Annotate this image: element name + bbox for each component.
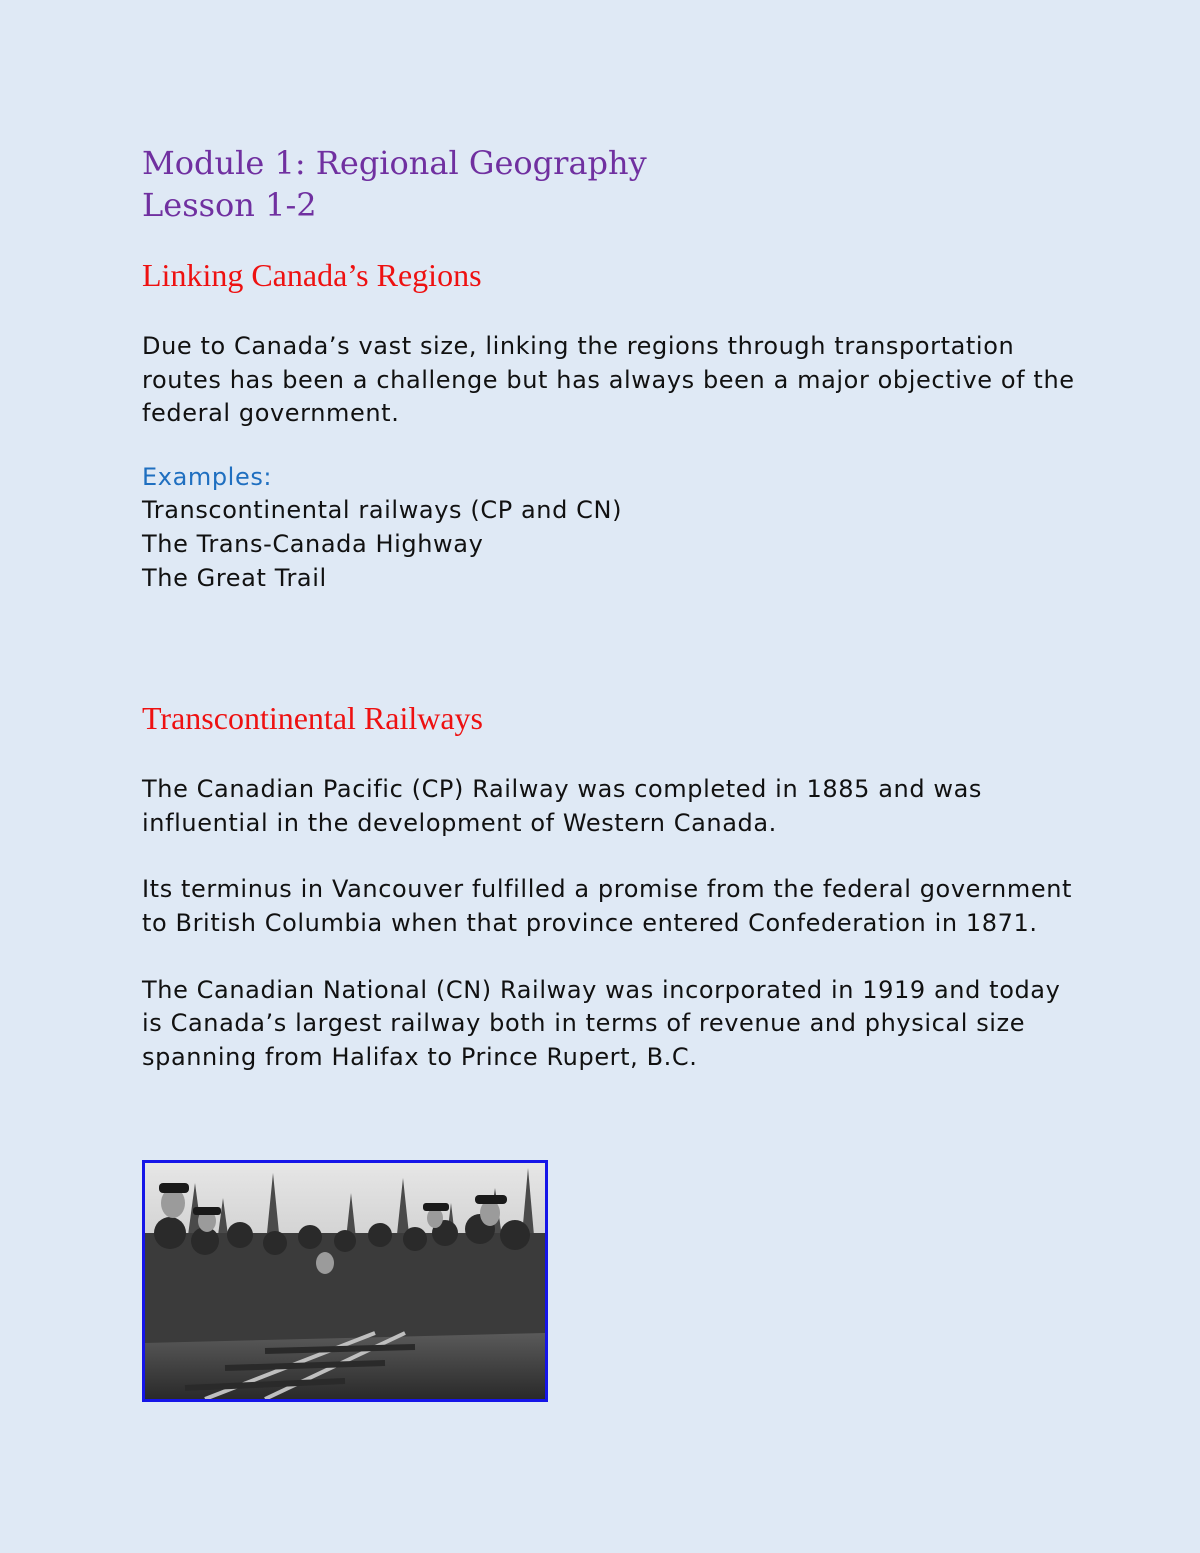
photo-illustration (145, 1163, 545, 1399)
module-title: Module 1: Regional Geography (142, 144, 647, 182)
list-item: Transcontinental railways (CP and CN) (142, 496, 623, 525)
historical-photo-last-spike (142, 1160, 548, 1402)
section-heading-transcontinental-railways: Transcontinental Railways (142, 700, 483, 737)
section-heading-linking-regions: Linking Canada’s Regions (142, 257, 482, 293)
cn-railway-paragraph: The Canadian National (CN) Railway was incorporated in 1919 and today is Canada’s largest railway both in terms of revenue and physical size spanning from Halifax to Prince Rupert, B.C. (142, 975, 1061, 1071)
vancouver-terminus-paragraph: Its terminus in Vancouver fulfilled a promise from the federal government to British Columbia when that province entered Confederation in 1871. (142, 875, 1073, 937)
list-item: The Trans-Canada Highway (142, 529, 484, 558)
cp-railway-paragraph: The Canadian Pacific (CP) Railway was completed in 1885 and was influential in the development of Western Canada. (142, 775, 983, 837)
lesson-title: Lesson 1-2 (142, 186, 317, 224)
examples-label: Examples: (142, 462, 273, 491)
examples-list (142, 494, 1082, 595)
intro-paragraph: Due to Canada’s vast size, linking the regions through transportation routes has been a challenge but has always been a major objective of the federal government. (142, 332, 1075, 428)
list-item: The Great Trail (142, 563, 327, 592)
document-content (142, 142, 1082, 1074)
